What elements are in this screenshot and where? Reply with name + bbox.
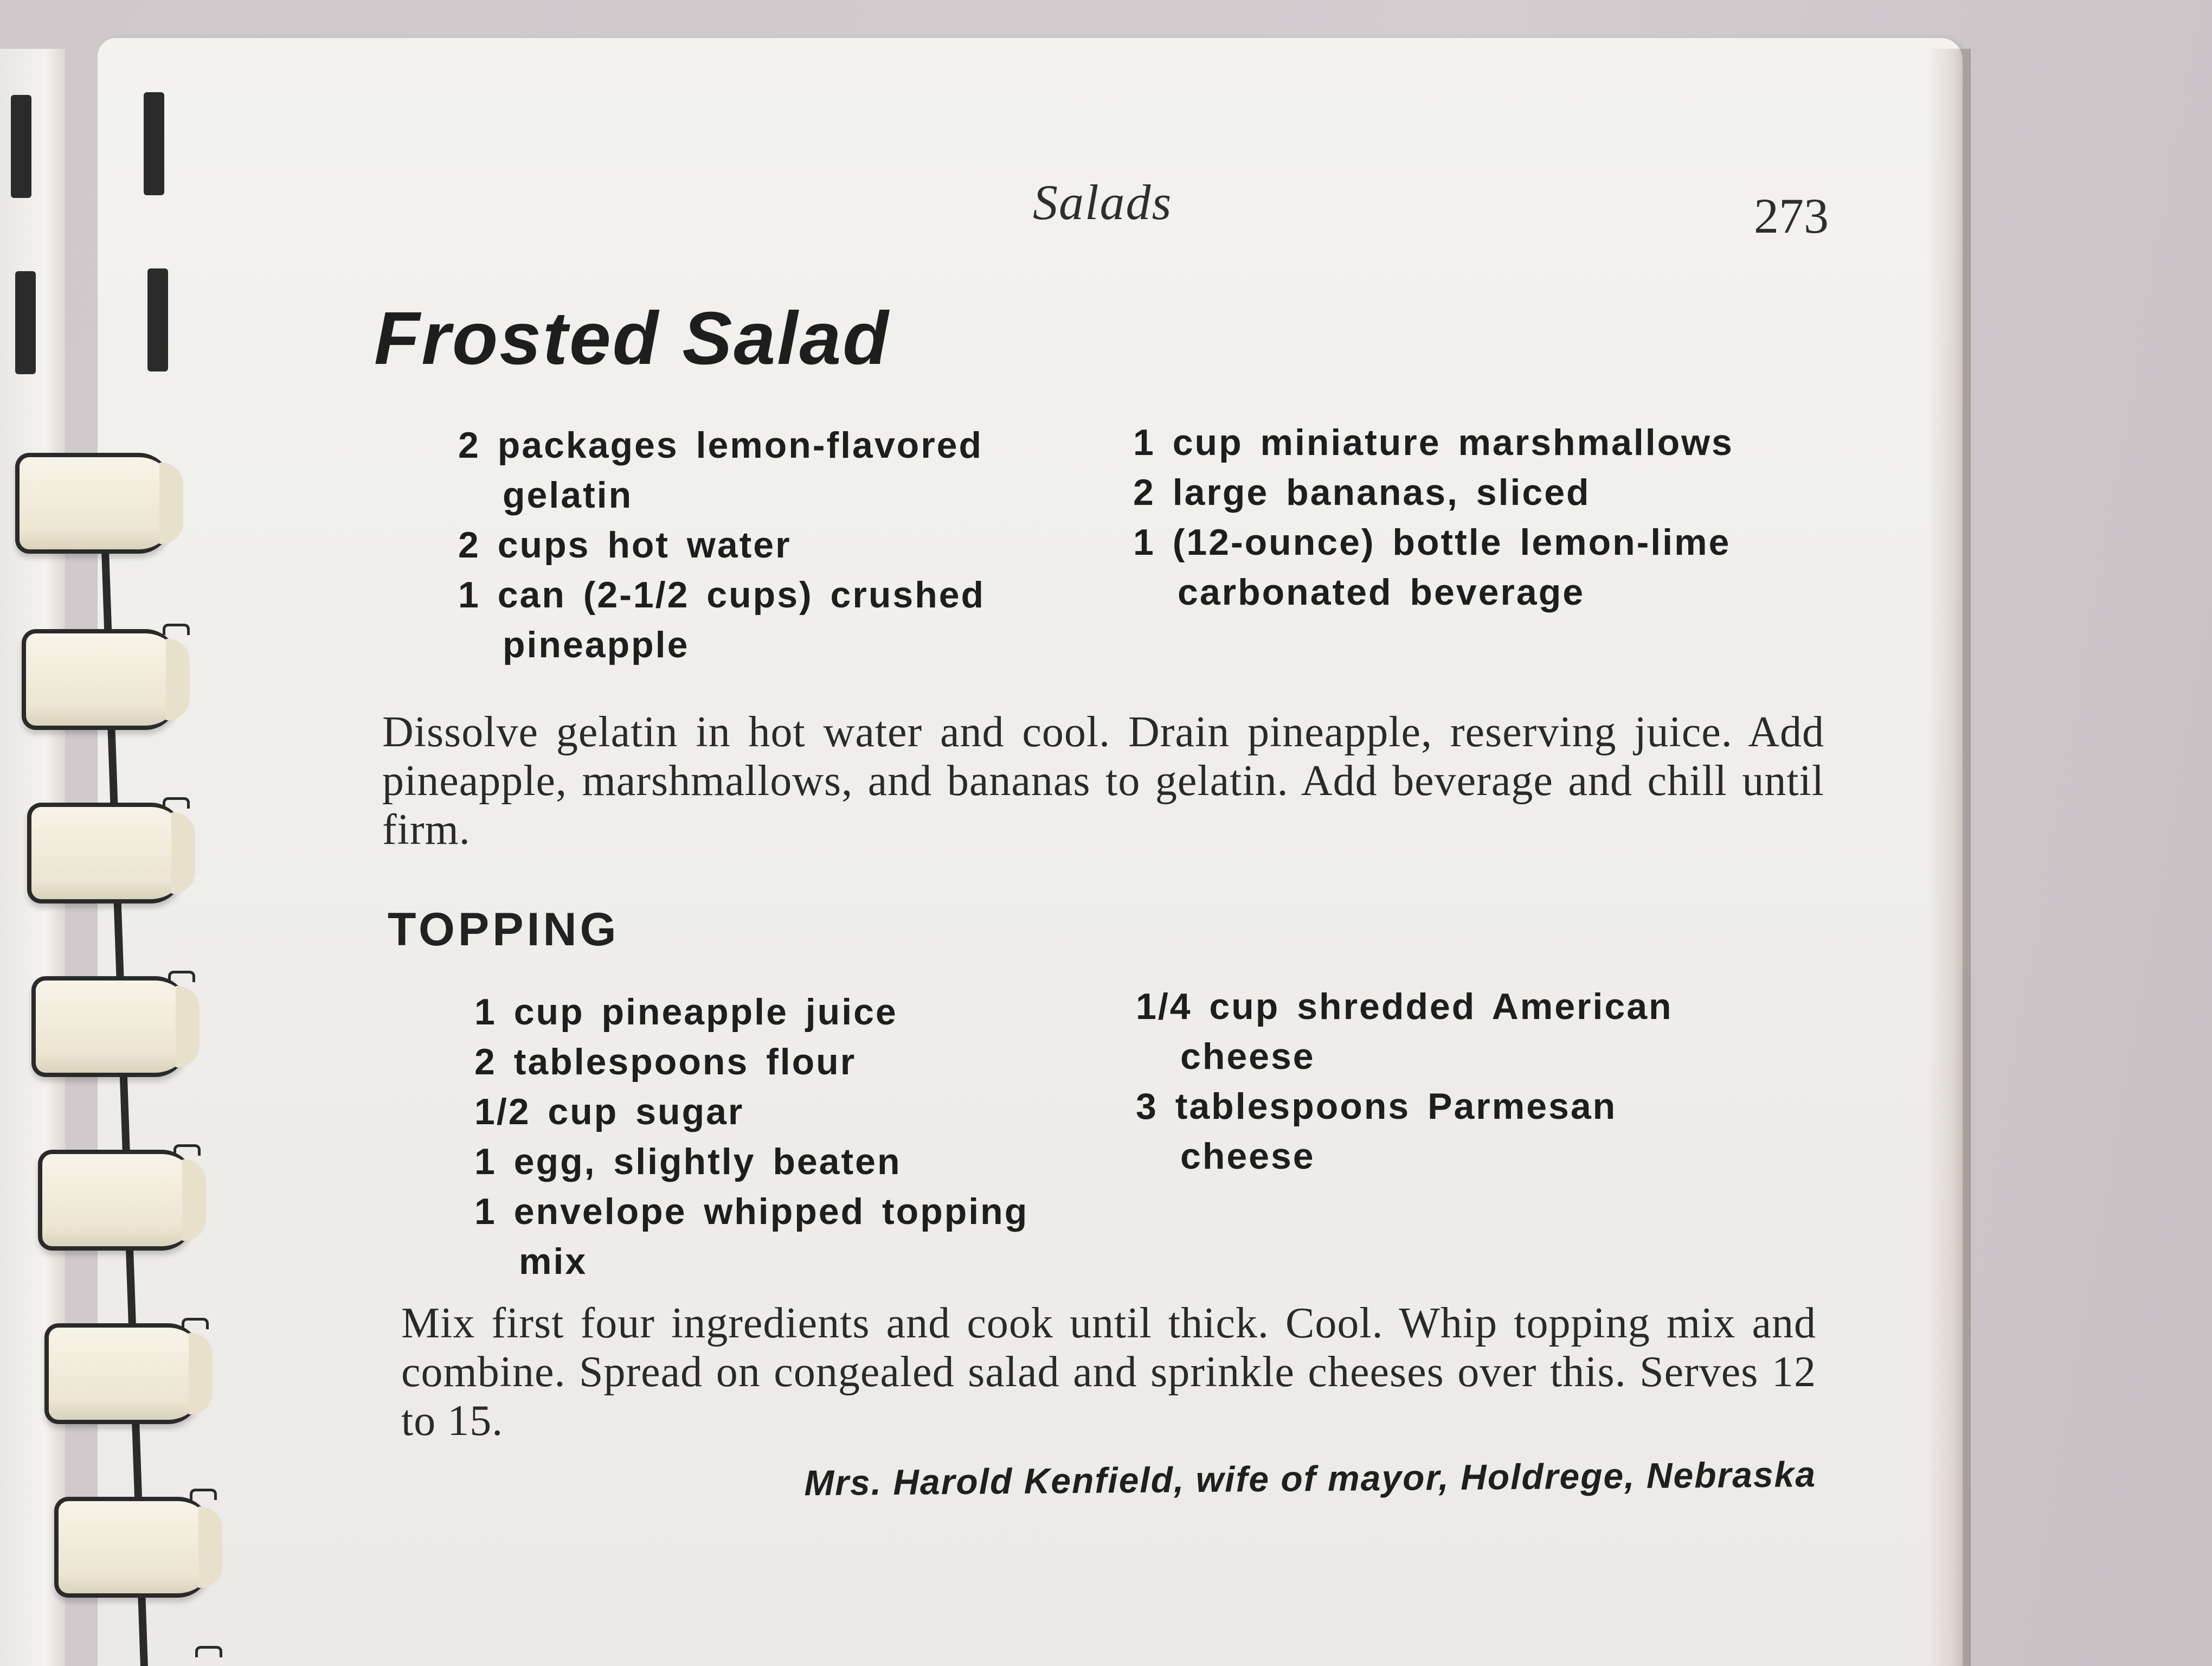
- ingredient-item: 1 cup miniature marshmallows: [1133, 422, 1734, 463]
- topping-ingredient-item: 3 tablespoons Parmesan cheese: [1136, 1086, 1617, 1177]
- topping-ingredient-item: 2 tablespoons flour: [474, 1041, 857, 1082]
- binding-ring: [31, 976, 188, 1077]
- ring-clip: [190, 1489, 217, 1500]
- ingredients-left-column: [458, 420, 1065, 670]
- binding-tab: [15, 271, 36, 374]
- topping-ingredient-item: 1/2 cup sugar: [474, 1091, 744, 1132]
- binding-ring: [27, 803, 183, 904]
- recipe-instructions: Dissolve gelatin in hot water and cool. Drain pineapple, reserving juice. Add pineapple, marshmallows, and bananas to gelatin. Add beverage and chill until firm.: [382, 708, 1824, 854]
- binding-tab: [144, 92, 164, 195]
- ingredient-item: 2 large bananas, sliced: [1133, 472, 1591, 513]
- ingredients-right-column: [1133, 418, 1740, 617]
- recipe-attribution: Mrs. Harold Kenfield, wife of mayor, Holdrege, Nebraska: [803, 1454, 1817, 1503]
- topping-ingredient-item: 1 envelope whipped topping mix: [474, 1191, 1029, 1282]
- topping-heading: TOPPING: [388, 904, 620, 956]
- ring-clip: [163, 624, 190, 635]
- binding-ring: [44, 1323, 201, 1424]
- binding-ring: [54, 1497, 210, 1598]
- binding-tab: [147, 268, 168, 371]
- running-head: Salads: [1033, 175, 1173, 230]
- page-edge-shadow: [1927, 49, 1971, 1666]
- topping-ingredients-right-column: [1136, 982, 1743, 1181]
- binding-ring: [22, 629, 178, 730]
- topping-instructions: Mix first four ingredients and cook until thick. Cool. Whip topping mix and combine. Spread on congealed salad and sprinkle cheeses over this. Serves 12 to 15.: [401, 1299, 1816, 1445]
- ingredient-item: 2 cups hot water: [458, 524, 792, 566]
- ring-clip: [163, 797, 190, 809]
- binding-ring: [15, 453, 171, 554]
- ring-clip: [168, 971, 195, 982]
- ingredient-item: 1 (12-ounce) bottle lemon-lime carbonated beverage: [1133, 522, 1731, 613]
- ingredient-item: 1 can (2-1/2 cups) crushed pineapple: [458, 574, 986, 665]
- binding-tab: [11, 95, 31, 198]
- recipe-title: Frosted Salad: [374, 297, 890, 380]
- topping-ingredient-item: 1 egg, slightly beaten: [474, 1141, 902, 1182]
- ring-clip: [182, 1318, 209, 1329]
- page-number: 273: [1754, 188, 1829, 244]
- binding-ring: [38, 1150, 194, 1251]
- topping-ingredients-left-column: [474, 987, 1071, 1286]
- topping-ingredient-item: 1/4 cup shredded American cheese: [1136, 986, 1673, 1077]
- ingredient-item: 2 packages lemon-flavored gelatin: [458, 425, 983, 516]
- ring-clip: [173, 1144, 201, 1156]
- topping-ingredient-item: 1 cup pineapple juice: [474, 991, 898, 1033]
- ring-clip: [195, 1646, 222, 1657]
